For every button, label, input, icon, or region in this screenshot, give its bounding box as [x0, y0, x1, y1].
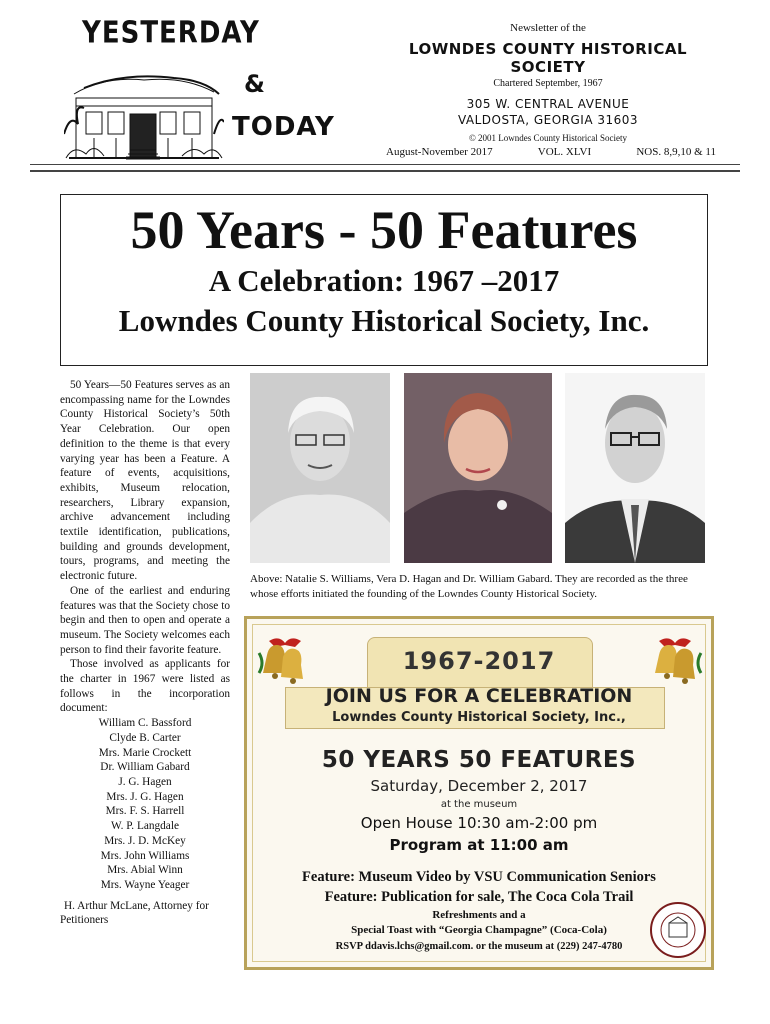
flyer-date: Saturday, December 2, 2017 [370, 777, 588, 795]
subheadline-society: Lowndes County Historical Society, Inc. [118, 303, 650, 339]
address-city: VALDOSTA, GEORGIA 31603 [457, 113, 639, 127]
petitioner-name: J. G. Hagen [118, 775, 172, 788]
headline: 50 Years - 50 Features [130, 200, 638, 260]
masthead-today: TODAY [232, 112, 335, 142]
masthead-rule-thick [30, 170, 740, 172]
subheadline-celebration: A Celebration: 1967 –2017 [208, 263, 560, 299]
masthead-yesterday: YESTERDAY [82, 16, 260, 51]
museum-building-sketch [64, 64, 224, 164]
petitioner-name: Mrs. Abial Winn [107, 864, 183, 877]
flyer-program-time: Program at 11:00 am [389, 836, 569, 854]
petitioner-name: Mrs. F. S. Harrell [105, 805, 185, 818]
issue-date: August-November 2017 [386, 146, 493, 158]
issue-info [386, 146, 716, 158]
article-column [60, 378, 230, 928]
flyer-open-house: Open House 10:30 am-2:00 pm [360, 814, 598, 832]
petitioner-name: W. P. Langdale [111, 820, 179, 833]
petitioner-name: Clyde B. Carter [109, 731, 181, 744]
petitioner-name: Dr. William Gabard [100, 761, 190, 774]
issue-numbers: NOS. 8,9,10 & 11 [636, 146, 716, 158]
masthead-right [380, 22, 716, 143]
flyer-society: Lowndes County Historical Society, Inc., [332, 710, 626, 725]
celebration-flyer [244, 616, 714, 970]
masthead-ampersand: & [244, 70, 265, 98]
address-street: 305 W. CENTRAL AVENUE [466, 97, 630, 111]
photo-caption: Above: Natalie S. Williams, Vera D. Hagan and Dr. William Gabard. They are recorded as the three whose efforts initiated the founding of the Lowndes County Historical Society. [250, 573, 688, 600]
article-paragraph: Those involved as applicants for the charter in 1967 were listed as follows in the incorporation document: [60, 658, 230, 715]
flyer-feature-publication: Feature: Publication for sale, The Coca Cola Trail [324, 889, 634, 905]
flyer-years: 1967-2017 [402, 647, 556, 675]
petitioner-name: Mrs. John Williams [100, 849, 190, 862]
society-seal-icon [649, 901, 707, 959]
society-name: LOWNDES COUNTY HISTORICAL SOCIETY [408, 40, 688, 76]
headline-box [60, 194, 708, 366]
masthead-rule-thin [30, 164, 740, 165]
article-paragraph: 50 Years—50 Features serves as an encompassing name for the Lowndes County Historical Society’s 50th Year Celebration. Our open definition to the theme is that every varying year has been a Feature. A feature of events, acquisitions, exhibits, Museum relocation, researchers, Library expansion, archive advancement including textile identification, publications, building and grounds development, tours, programs, and meeting the electronic future. [60, 379, 230, 583]
newsletter-of-label: Newsletter of the [510, 22, 586, 34]
flyer-rsvp: RSVP ddavis.lchs@gmail.com. or the museum at (229) 247-4780 [335, 941, 623, 952]
flyer-join-us: JOIN US FOR A CELEBRATION [325, 685, 633, 707]
photo-natalie-williams [250, 373, 390, 563]
flyer-location: at the museum [440, 799, 518, 810]
flyer-feature-video: Feature: Museum Video by VSU Communication Seniors [302, 869, 656, 885]
petitioner-list [60, 716, 230, 892]
flyer-toast: Special Toast with “Georgia Champagne” (Coca-Cola) [351, 924, 607, 936]
flyer-fifty-years: 50 YEARS 50 FEATURES [321, 747, 637, 773]
petitioner-name: Mrs. Wayne Yeager [100, 878, 190, 891]
flyer-refreshments: Refreshments and a [432, 909, 526, 921]
masthead-left [60, 14, 350, 164]
petitioner-name: Mrs. Marie Crockett [98, 746, 192, 759]
petitioner-name: Mrs. J. G. Hagen [106, 790, 184, 803]
photo-vera-hagan [404, 373, 552, 563]
petitioner-name: William C. Bassford [98, 717, 192, 730]
photo-william-gabard [565, 373, 705, 563]
issue-volume: VOL. XLVI [537, 146, 592, 158]
copyright-notice: © 2001 Lowndes County Historical Society [468, 133, 628, 143]
attorney-note: H. Arthur McLane, Attorney for Petitioners [60, 899, 209, 927]
petitioner-name: Mrs. J. D. McKey [104, 834, 186, 847]
article-paragraph: One of the earliest and enduring features was that the Society chose to begin and then to open and operate a museum. The Society welcomes each person to find their favorite feature. [60, 584, 230, 656]
chartered-date: Chartered September, 1967 [493, 78, 603, 89]
